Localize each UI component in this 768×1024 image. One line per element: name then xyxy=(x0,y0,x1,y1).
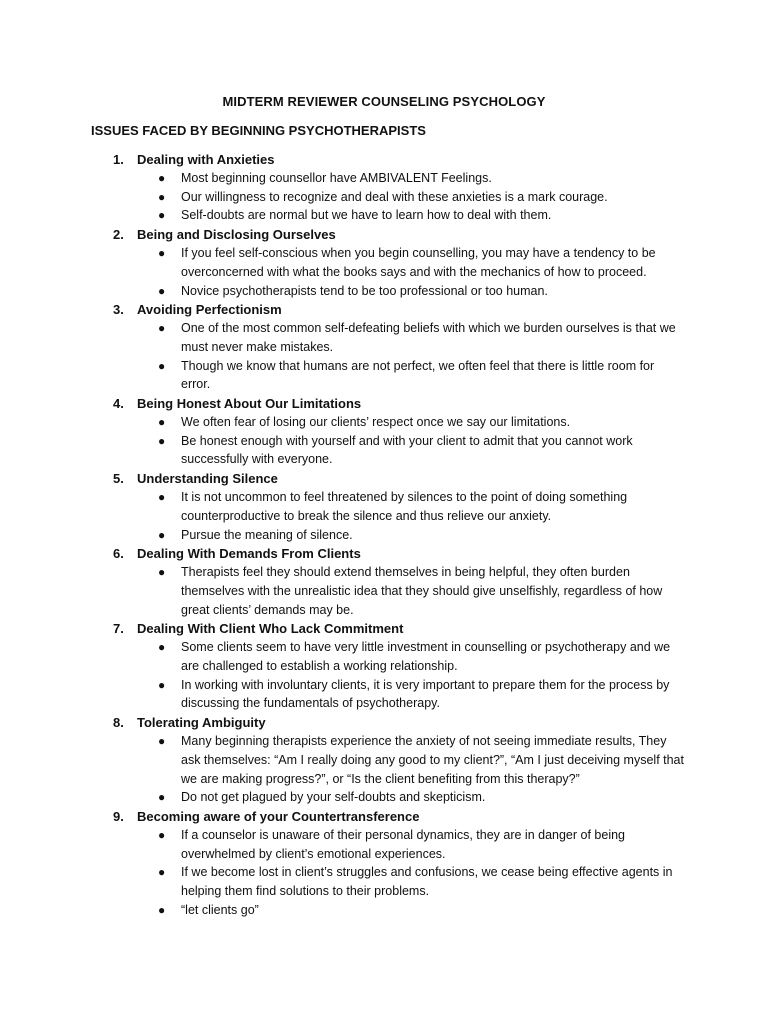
bullet-text: Though we know that humans are not perfect, we often feel that there is little room for error. xyxy=(181,358,655,392)
bullet-text: Novice psychotherapists tend to be too professional or too human. xyxy=(181,283,548,298)
topic-item xyxy=(0,544,768,619)
topic-title: Dealing with Anxieties xyxy=(137,152,275,167)
topic-item xyxy=(0,225,768,300)
bullet-item xyxy=(0,244,768,281)
bullet-text: Therapists feel they should extend themselves in being helpful, they often burden themselves with the unrealistic idea that they should give unselfishly, regardless of how great clients’ demands may be. xyxy=(181,565,663,617)
bullet-text: Some clients seem to have very little investment in counselling or psychotherapy and we are challenged to establish a working relationship. xyxy=(181,640,671,674)
bullet-icon: ● xyxy=(158,358,166,373)
topic-number: 7. xyxy=(113,621,124,637)
topic-item xyxy=(0,619,768,713)
bullet-text: We often fear of losing our clients’ respect once we say our limitations. xyxy=(181,415,571,430)
topic-heading xyxy=(0,225,768,244)
bullet-text: If a counselor is unaware of their personal dynamics, they are in danger of being overwhelmed by client’s emotional experiences. xyxy=(181,827,626,861)
bullet-item xyxy=(0,319,768,356)
topic-item xyxy=(0,807,768,920)
bullet-text: “let clients go” xyxy=(181,902,259,917)
topic-heading xyxy=(0,394,768,413)
bullet-list xyxy=(0,732,768,807)
topic-number: 3. xyxy=(113,302,124,318)
bullet-icon: ● xyxy=(158,902,166,917)
bullet-icon: ● xyxy=(158,490,166,505)
bullet-icon: ● xyxy=(158,433,166,448)
topic-number: 4. xyxy=(113,396,124,412)
bullet-icon: ● xyxy=(158,246,166,261)
bullet-text: Be honest enough with yourself and with your client to admit that you cannot work successfully with everyone. xyxy=(181,433,633,467)
bullet-item xyxy=(0,638,768,675)
bullet-item xyxy=(0,188,768,207)
bullet-item xyxy=(0,282,768,301)
bullet-icon: ● xyxy=(158,865,166,880)
topic-item xyxy=(0,713,768,807)
bullet-icon: ● xyxy=(158,321,166,336)
bullet-icon: ● xyxy=(158,827,166,842)
topic-number: 2. xyxy=(113,227,124,243)
bullet-list xyxy=(0,244,768,300)
topic-title: Avoiding Perfectionism xyxy=(137,302,282,318)
topic-item xyxy=(0,469,768,544)
topic-title: Dealing With Client Who Lack Commitment xyxy=(137,621,404,637)
topic-heading xyxy=(0,469,768,488)
bullet-item xyxy=(0,357,768,394)
bullet-text: In working with involuntary clients, it is very important to prepare them for the process by discussing the fundamentals of psychotherapy. xyxy=(181,677,670,711)
bullet-item xyxy=(0,488,768,525)
bullet-text: Self-doubts are normal but we have to learn how to deal with them. xyxy=(181,208,552,223)
bullet-text: Most beginning counsellor have AMBIVALENT Feelings. xyxy=(181,171,492,185)
topic-heading xyxy=(0,544,768,563)
bullet-item xyxy=(0,732,768,788)
topic-title: Understanding Silence xyxy=(137,471,278,487)
bullet-item xyxy=(0,563,768,619)
bullet-item xyxy=(0,206,768,225)
topic-heading xyxy=(0,150,768,169)
bullet-icon: ● xyxy=(158,640,166,655)
bullet-text: Many beginning therapists experience the anxiety of not seeing immediate results, They ask themselves: “Am I really doing any good to my client?”, “Am I just deceiving myself that we are making progress?”, or “Is the client benefiting from this therapy?” xyxy=(181,734,684,786)
bullet-list xyxy=(0,169,768,225)
bullet-item xyxy=(0,863,768,900)
bullet-icon: ● xyxy=(158,283,166,298)
bullet-item xyxy=(0,413,768,432)
bullet-text: Our willingness to recognize and deal with these anxieties is a mark courage. xyxy=(181,189,608,204)
topic-title: Being and Disclosing Ourselves xyxy=(137,227,336,243)
bullet-list xyxy=(0,319,768,394)
topic-item xyxy=(0,300,768,394)
topic-heading xyxy=(0,713,768,732)
topic-title: Tolerating Ambiguity xyxy=(137,715,266,731)
bullet-icon: ● xyxy=(158,734,166,749)
bullet-list xyxy=(0,488,768,544)
topic-title: Being Honest About Our Limitations xyxy=(137,396,362,412)
bullet-list xyxy=(0,638,768,713)
bullet-list xyxy=(0,563,768,619)
topic-item xyxy=(0,394,768,469)
bullet-icon: ● xyxy=(158,565,166,580)
bullet-icon: ● xyxy=(158,415,166,430)
bullet-icon: ● xyxy=(158,189,166,204)
topic-heading xyxy=(0,807,768,826)
topic-title: Becoming aware of your Countertransference xyxy=(137,808,420,824)
bullet-item xyxy=(0,432,768,469)
bullet-icon: ● xyxy=(158,527,166,542)
bullet-item xyxy=(0,526,768,545)
topic-number: 9. xyxy=(113,808,124,824)
topic-number: 6. xyxy=(113,546,124,562)
topic-title: Dealing With Demands From Clients xyxy=(137,546,361,562)
topic-list xyxy=(0,150,768,920)
topic-item xyxy=(0,150,768,225)
bullet-item xyxy=(0,788,768,807)
bullet-text: Pursue the meaning of silence. xyxy=(181,527,353,542)
topic-heading xyxy=(0,619,768,638)
bullet-text: Do not get plagued by your self-doubts and skepticism. xyxy=(181,790,486,805)
topic-number: 5. xyxy=(113,471,124,487)
bullet-item xyxy=(0,901,768,920)
bullet-list xyxy=(0,826,768,920)
section-heading: ISSUES FACED BY BEGINNING PSYCHOTHERAPISTS xyxy=(91,123,426,138)
bullet-list xyxy=(0,413,768,469)
bullet-text: If we become lost in client’s struggles and confusions, we cease being effective agents in helping them find solutions to their problems. xyxy=(181,865,673,899)
bullet-item xyxy=(0,169,768,188)
topic-heading xyxy=(0,300,768,319)
bullet-text: If you feel self-conscious when you begin counselling, you may have a tendency to be overconcerned with what the books says and with the mechanics of how to proceed. xyxy=(181,246,656,279)
document-title: MIDTERM REVIEWER COUNSELING PSYCHOLOGY xyxy=(222,94,546,109)
bullet-icon: ● xyxy=(158,171,166,185)
bullet-text: One of the most common self-defeating beliefs with which we burden ourselves is that we must never make mistakes. xyxy=(181,321,676,354)
bullet-icon: ● xyxy=(158,677,166,692)
bullet-item xyxy=(0,676,768,713)
bullet-item xyxy=(0,826,768,863)
topic-number: 8. xyxy=(113,715,124,731)
bullet-icon: ● xyxy=(158,208,166,223)
topic-number: 1. xyxy=(113,152,124,167)
bullet-icon: ● xyxy=(158,790,166,805)
bullet-text: It is not uncommon to feel threatened by silences to the point of doing something counterproductive to break the silence and thus relieve our anxiety. xyxy=(181,490,628,523)
